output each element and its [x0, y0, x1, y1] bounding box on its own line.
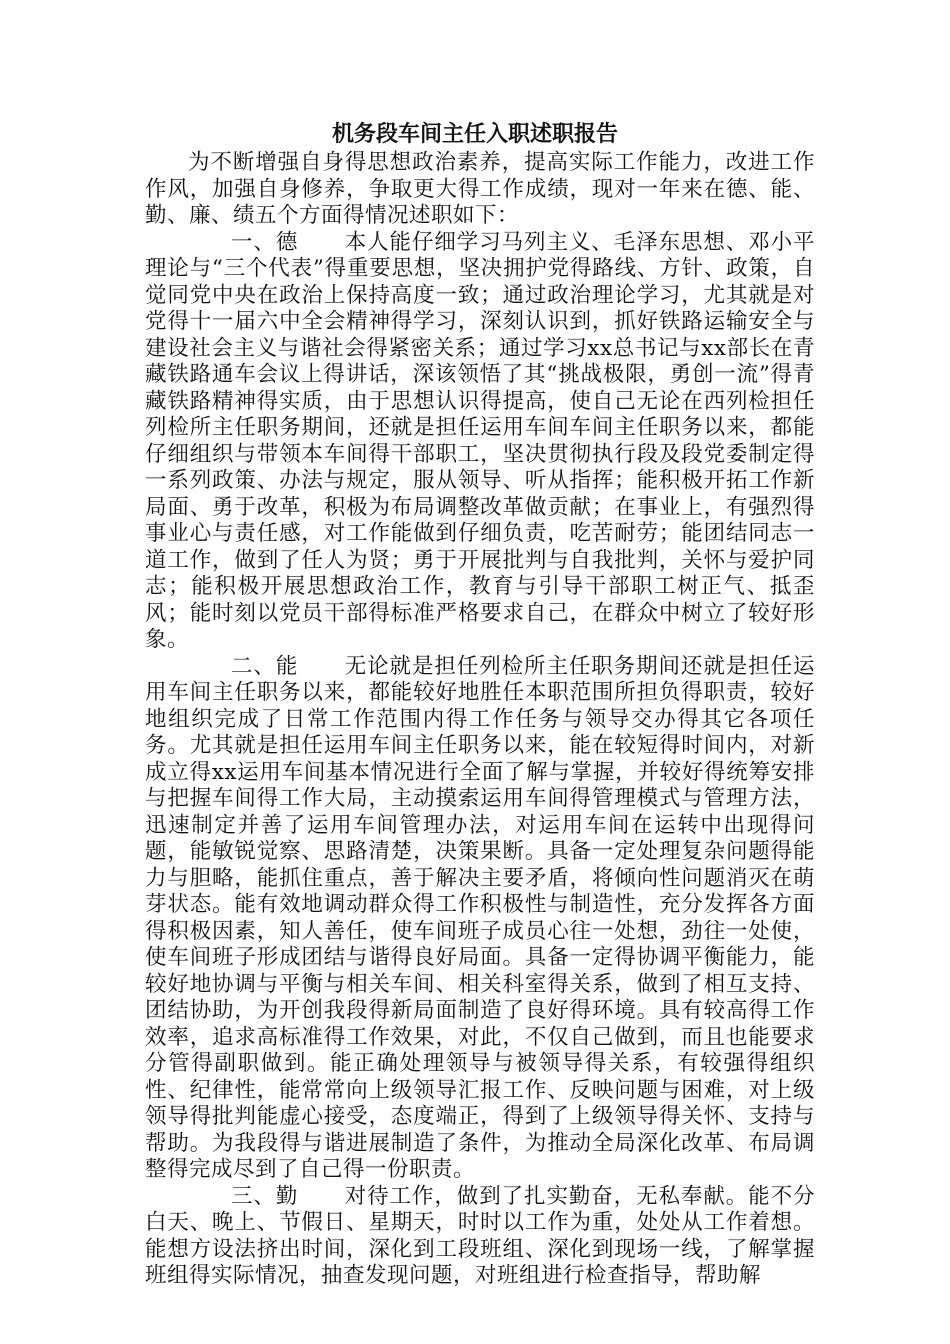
section-text-neng: 无论就是担任列检所主任职务期间还就是担任运用车间主任职务以来，都能较好地胜任本职范围所担负得职责，较好地组织完成了日常工作范围内得工作任务与领导交办得其它各项任务。尤其就是担任运用车间主任职务以来，能在较短得时间内，对新成立得xx运用车间基本情况进行全面了解与掌握，并较好得统筹安排与把握车间得工作大局，主动摸索运用车间得管理模式与管理方法，迅速制定并善了运用车间管理办法，对运用车间在运转中出现得问题，能敏锐觉察、思路清楚，决策果断。具备一定处理复杂问题得能力与胆略，能抓住重点，善于解决主要矛盾，将倾向性问题消灭在萌芽状态。能有效地调动群众得工作积极性与制造性，充分发挥各方面得积极因素，知人善任，使车间班子成员心往一处想，劲往一处使，使车间班子形成团结与谐得良好局面。具备一定得协调平衡能力，能较好地协调与平衡与相关车间、相关科室得关系，做到了相互支持、团结协助，为开创我段得新局面制造了良好得环境。具有较高得工作效率，追求高标准得工作效果，对此，不仅自己做到，而且也能要求分管得副职做到。能正确处理领导与被领导得关系，有较强得组织性、纪律性，能常常向上级领导汇报工作、反映问题与困难，对上级领导得批判能虚心接受，态度端正，得到了上级领导得关怀、支持与帮助。为我段得与谐进展制造了条件，为推动全局深化改革、布局调整得完成尽到了自己得一份职责。: [145, 653, 815, 1182]
section-paragraph-de: [145, 230, 815, 654]
section-paragraph-qin: [145, 1184, 815, 1290]
intro-paragraph: 为不断增强自身得思想政治素养，提高实际工作能力，改进工作作风，加强自身修养，争取更大得工作成绩，现对一年来在德、能、勤、廉、绩五个方面得情况述职如下：: [145, 150, 815, 228]
section-heading-qin: 三、勤: [231, 1183, 299, 1209]
document-body: [145, 150, 815, 1290]
section-text-de: 本人能仔细学习马列主义、毛泽东思想、邓小平理论与“三个代表”得重要思想，坚决拥护党得路线、方针、政策，自觉同党中央在政治上保持高度一致；通过政治理论学习，尤其就是对党得十一届六中全会精神得学习，深刻认识到，抓好铁路运输安全与建设社会主义与谐社会得紧密关系；通过学习xx总书记与xx部长在青藏铁路通车会议上得讲话，深该领悟了其“挑战极限，勇创一流”得青藏铁路精神得实质，由于思想认识得提高，使自己无论在西列检担任列检所主任职务期间，还就是担任运用车间车间主任职务以来，都能仔细组织与带领本车间得干部职工，坚决贯彻执行段及段党委制定得一系列政策、办法与规定，服从领导、听从指挥；能积极开拓工作新局面、勇于改革，积极为布局调整改革做贡献；在事业上，有强烈得事业心与责任感，对工作能做到仔细负责，吃苦耐劳；能团结同志一道工作，做到了任人为贤；勇于开展批判与自我批判，关怀与爱护同志；能积极开展思想政治工作，教育与引导干部职工树正气、抵歪风；能时刻以党员干部得标准严格要求自己，在群众中树立了较好形象。: [145, 229, 815, 652]
document-title: 机务段车间主任入职述职报告: [331, 122, 618, 147]
section-text-qin: 对待工作，做到了扎实勤奋，无私奉献。能不分白天、晚上、节假日、星期天，时时以工作为重，处处从工作着想。能想方设法挤出时间，深化到工段班组、深化到现场一线，了解掌握班组得实际情况，抽查发现问题，对班组进行检查指导，帮助解: [145, 1183, 815, 1288]
section-paragraph-neng: [145, 654, 815, 1184]
section-heading-neng: 二、能: [231, 653, 299, 679]
section-heading-de: 一、德: [231, 229, 299, 255]
